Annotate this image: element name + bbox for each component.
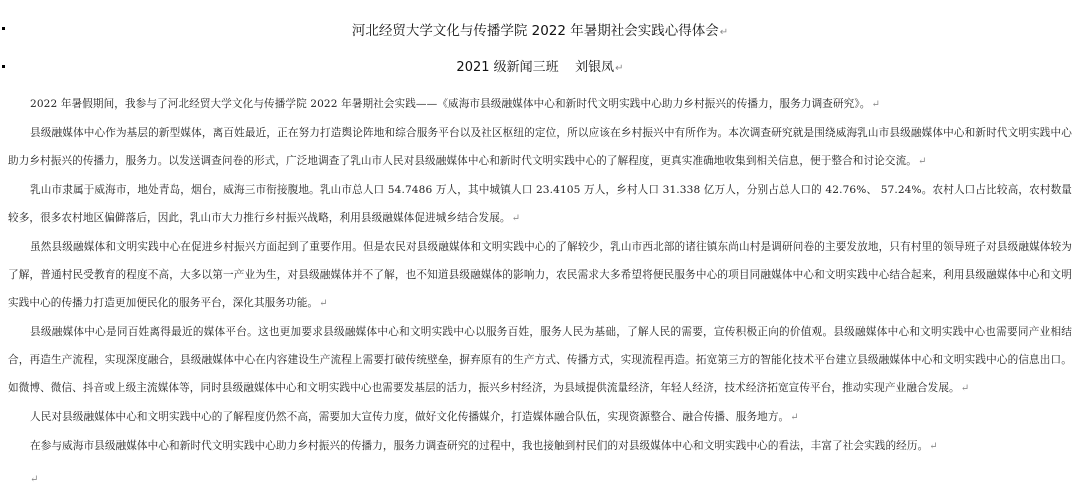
- paragraph: [8, 233, 1072, 318]
- paragraph: [8, 432, 1072, 461]
- paragraph-mark-icon: ↵: [871, 99, 880, 110]
- document-title: [0, 19, 1080, 39]
- paragraph-mark-icon: ↵: [917, 156, 927, 167]
- paragraph-text: 虽然县级融媒体和文明实践中心在促进乡村振兴方面起到了重要作用。但是农民对县级融媒体和文明实践中心的了解较少，乳山市西北部的诸往镇东尚山村是调研问卷的主要发放地，只有村里的领导班子对县级融媒体较为了解，普通村民受教育的程度不高，大多以第一产业为生，对县级融媒体并不了解，也不知道县级融媒体的影响力，农民需求大多希望将便民服务中心的项目同融媒体中心和文明实践中心结合起来，利用县级融媒体中心和文明实践中心的传播力打造更加便民化的服务平台，深化其服务功能。: [8, 241, 1072, 309]
- paragraph-text: 县级融媒体中心是同百姓离得最近的媒体平台。这也更加要求县级融媒体中心和文明实践中心以服务百姓，服务人民为基础，了解人民的需要，宣传积极正向的价值观。县级融媒体中心和文明实践中心也需要同产业相结合，再造生产流程，实现深度融合，县级融媒体中心在内容建设生产流程上需要打破传统壁垒，摒弃原有的生产方式、传播方式，实现流程再造。拓宽第三方的智能化技术平台建立县级融媒体中心和文明实践中心的信息出口。如微博、微信、抖音或上级主流媒体等，同时县级融媒体中心和文明实践中心也需要发基层的活力，振兴乡村经济，为县域提供流量经济，年轻人经济，技术经济拓宽宣传平台，推动实现产业融合发展。: [8, 326, 1072, 394]
- paragraph-text: 人民对县级融媒体中心和文明实践中心的了解程度仍然不高，需要加大宣传力度，做好文化传播媒介，打造媒体融合队伍，实现资源整合、融合传播、服务地方。: [30, 411, 790, 423]
- document-body: [8, 90, 1072, 461]
- paragraph-mark-icon: ↵: [929, 441, 938, 452]
- paragraph-mark-icon: ↵: [511, 213, 521, 224]
- paragraph-text: 县级融媒体中心作为基层的新型媒体，离百姓最近，正在努力打造舆论阵地和综合服务平台以及社区枢纽的定位，所以应该在乡村振兴中有所作为。本次调查研究就是围绕威海乳山市县级融媒体中心和新时代文明实践中心助力乡村振兴的传播力，服务力。以发送调查问卷的形式，广泛地调查了乳山市人民对县级融媒体中心和新时代文明实践中心的了解程度，更真实准确地收集到相关信息，便于整合和讨论交流。: [8, 127, 1072, 167]
- document-byline: [0, 56, 1080, 75]
- paragraph-text: 2022 年暑假期间，我参与了河北经贸大学文化与传播学院 2022 年暑期社会实践——《威海市县级融媒体中心和新时代文明实践中心助力乡村振兴的传播力，服务力调查研究》。: [30, 98, 871, 110]
- paragraph-mark-icon: ↵: [960, 383, 970, 394]
- paragraph: [8, 403, 1072, 432]
- document-title-text: 河北经贸大学文化与传播学院 2022 年暑期社会实践心得体会: [351, 23, 719, 39]
- paragraph-mark-icon: ↵: [790, 412, 799, 423]
- paragraph-mark-icon: ↵: [319, 298, 328, 309]
- empty-paragraph-mark-icon: ↵: [30, 474, 39, 485]
- paragraph: [8, 90, 1072, 119]
- paragraph: [8, 176, 1072, 233]
- paragraph-mark-icon: ↵: [719, 27, 729, 38]
- paragraph-text: 乳山市隶属于威海市，地处青岛，烟台，威海三市衔接腹地。乳山市总人口 54.7486 万人，其中城镇人口 23.4105 万人，乡村人口 31.338 亿万人，分别占总人口的 42.76%、 57.24%。农村人口占比较高，农村数量较多，很多农村地区偏僻落后，因此，乳山市大力推行乡村振兴战略，利用县级融媒体促进城乡结合发展。: [8, 184, 1072, 224]
- byline-text: 2021 级新闻三班 刘银凤: [456, 60, 615, 75]
- paragraph-mark-icon: ↵: [615, 63, 624, 74]
- paragraph: [8, 119, 1072, 176]
- paragraph: [8, 318, 1072, 403]
- paragraph-text: 在参与威海市县级融媒体中心和新时代文明实践中心助力乡村振兴的传播力，服务力调查研究的过程中，我也接触到村民们的对县级媒体中心和文明实践中心的看法，丰富了社会实践的经历。: [30, 440, 929, 452]
